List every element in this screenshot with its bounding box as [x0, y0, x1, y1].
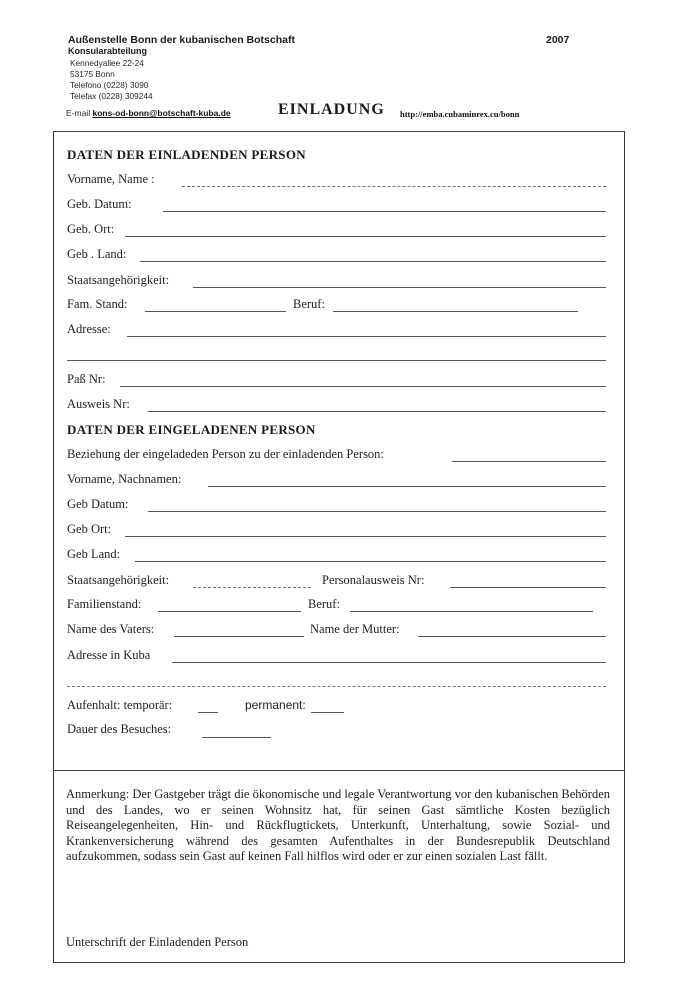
- invitee-vorname-label: Vorname, Nachnamen:: [67, 472, 182, 486]
- invitee-beruf-label: Beruf:: [308, 597, 340, 611]
- invitee-vorname-field[interactable]: [208, 486, 606, 487]
- invitee-beziehung-label: Beziehung der eingeladeden Person zu der einladenden Person:: [67, 447, 384, 461]
- invitee-adresse-kuba-label: Adresse in Kuba: [67, 648, 151, 662]
- invitee-geb-land-field[interactable]: [135, 561, 606, 562]
- inviter-adresse-label: Adresse:: [67, 322, 111, 336]
- invitee-dauer-field[interactable]: [202, 737, 271, 738]
- inviter-geb-ort-label: Geb. Ort:: [67, 222, 115, 236]
- department: Konsularabteilung: [68, 46, 148, 56]
- invitee-vater-field[interactable]: [174, 636, 304, 637]
- embassy-name: Außenstelle Bonn der kubanischen Botschaft: [68, 34, 295, 46]
- invitee-geb-datum-field[interactable]: [148, 511, 606, 512]
- inviter-adresse-field-2[interactable]: [67, 360, 606, 361]
- inviter-staatsang-field[interactable]: [193, 287, 606, 288]
- email-row: [66, 108, 231, 118]
- inviter-staatsang-label: Staatsangehörigkeit:: [67, 273, 170, 287]
- email-link[interactable]: kons-od-bonn@botschaft-kuba.de: [92, 108, 231, 118]
- inviter-ausweis-field[interactable]: [148, 411, 606, 412]
- inviter-geb-land-field[interactable]: [140, 261, 606, 262]
- note-text: Anmerkung: Der Gastgeber trägt die ökonomische und legale Verantwortung vor den kubanischen Behörden und des Landes, wo er seinen Wohnsitz hat, für seinen Gast sämtliche Kosten bezüglich Reiseangelegenheiten, Hin- und Rückflugtickets, Unterkunft, Unterhaltung, sowie Sozial- und Krankenversicherung während des gesamten Aufenthaltes in der Bundesrepublik Deutschland aufzukommen, sodass sein Gast auf keinen Fall hilflos wird oder er zur einen sozialen Last fällt.: [66, 787, 610, 864]
- invitee-staatsang-label: Staatsangehörigkeit:: [67, 573, 170, 587]
- inviter-ausweis-label: Ausweis Nr:: [67, 397, 130, 411]
- page-title: EINLADUNG: [278, 101, 385, 118]
- phone: Telefono (0228) 3090: [70, 80, 149, 90]
- invitee-personalausweis-label: Personalausweis Nr:: [322, 573, 425, 587]
- invitee-permanent-label: permanent:: [245, 698, 306, 712]
- invitee-aufenthalt-label: Aufenhalt: temporär:: [67, 698, 173, 712]
- inviter-geb-ort-field[interactable]: [125, 236, 606, 237]
- invitee-beziehung-field[interactable]: [452, 461, 606, 462]
- city: 53175 Bonn: [70, 69, 115, 79]
- invitee-familienstand-field[interactable]: [158, 611, 301, 612]
- inviter-geb-datum-label: Geb. Datum:: [67, 197, 132, 211]
- note-divider: [53, 770, 625, 771]
- inviter-fam-stand-label: Fam. Stand:: [67, 297, 128, 311]
- invitee-dauer-label: Dauer des Besuches:: [67, 722, 172, 736]
- invitee-geb-ort-field[interactable]: [125, 536, 606, 537]
- inviter-pass-label: Paß Nr:: [67, 372, 106, 386]
- invitee-personalausweis-field[interactable]: [450, 587, 606, 588]
- fax: Telefax (0228) 309244: [70, 91, 153, 101]
- inviter-geb-datum-field[interactable]: [163, 211, 606, 212]
- email-label: E-mail: [66, 108, 91, 118]
- invitee-vater-label: Name des Vaters:: [67, 622, 155, 636]
- invitee-beruf-field[interactable]: [350, 611, 593, 612]
- street: Kennedyallee 22-24: [70, 58, 144, 68]
- inviter-fam-stand-field[interactable]: [145, 311, 286, 312]
- inviter-beruf-label: Beruf:: [293, 297, 325, 311]
- inviter-heading: DATEN DER EINLADENDEN PERSON: [67, 147, 306, 162]
- invitee-mutter-label: Name der Mutter:: [310, 622, 400, 636]
- invitee-temporaer-field[interactable]: [198, 712, 218, 713]
- inviter-beruf-field[interactable]: [333, 311, 578, 312]
- website-link[interactable]: http://emba.cubaminrex.cu/bonn: [400, 109, 520, 119]
- signature-label: Unterschrift der Einladenden Person: [66, 935, 249, 949]
- year: 2007: [546, 34, 570, 46]
- inviter-geb-land-label: Geb . Land:: [67, 247, 127, 261]
- invitee-geb-ort-label: Geb Ort:: [67, 522, 112, 536]
- invitee-adresse-kuba-field-2[interactable]: [67, 686, 606, 687]
- inviter-pass-field[interactable]: [120, 386, 606, 387]
- inviter-adresse-field[interactable]: [127, 336, 606, 337]
- inviter-vorname-field[interactable]: [182, 186, 606, 187]
- invitee-familienstand-label: Familienstand:: [67, 597, 142, 611]
- invitee-geb-datum-label: Geb Datum:: [67, 497, 129, 511]
- invitee-adresse-kuba-field[interactable]: [172, 662, 606, 663]
- invitee-permanent-field[interactable]: [311, 712, 344, 713]
- invitee-mutter-field[interactable]: [418, 636, 606, 637]
- invitee-geb-land-label: Geb Land:: [67, 547, 121, 561]
- inviter-vorname-label: Vorname, Name :: [67, 172, 155, 186]
- invitee-heading: DATEN DER EINGELADENEN PERSON: [67, 422, 316, 437]
- invitee-staatsang-field[interactable]: [193, 587, 311, 588]
